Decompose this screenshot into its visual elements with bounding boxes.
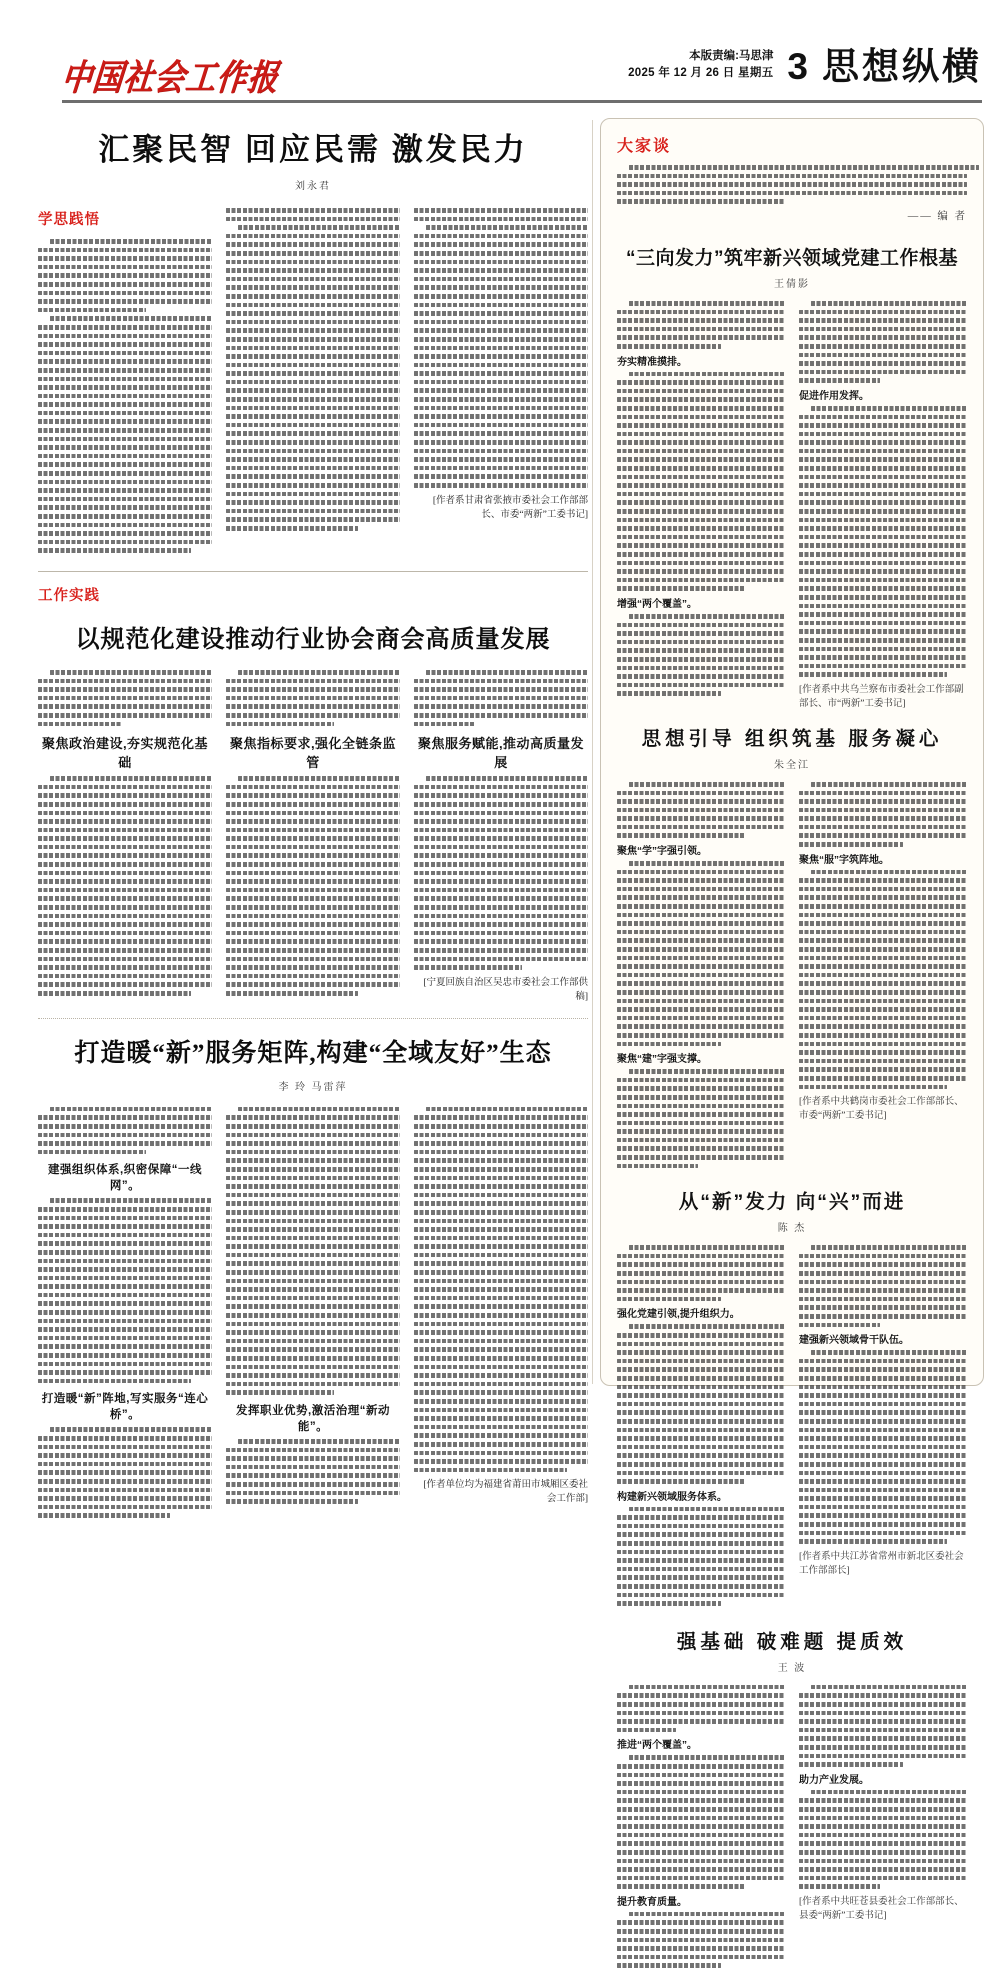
right-article-4-subhead-3: 助力产业发展。 [799, 1774, 869, 1786]
right-article-1-headline: “三向发力”筑牢新兴领域党建工作根基 [625, 247, 958, 269]
dajiatan-kicker: 大家谈 [617, 138, 672, 155]
article1-kicker: 学思践悟 [38, 212, 100, 228]
left-column [38, 118, 588, 1522]
article1-source: [作者系甘肃省张掖市委社会工作部部长、市委“两新”工委书记] [432, 495, 588, 520]
article2-headline: 以规范化建设推动行业协会商会高质量发展 [75, 626, 551, 653]
right-article-1 [617, 243, 967, 709]
editor-label: 本版责编:马思津 [689, 50, 774, 62]
article2-col2-body [226, 670, 400, 996]
date-line: 2025 年 12 月 26 日 星期五 [628, 66, 774, 79]
right-article-2-source: [作者系中共鹤岗市委社会工作部部长、市委“两新”工委书记] [799, 1097, 964, 1122]
article2-subhead-2: 聚焦指标要求,强化全链条监管 [229, 736, 397, 771]
article2-source: [宁夏回族自治区吴忠市委社会工作部供稿] [423, 977, 588, 1002]
right-article-1-col2 [799, 301, 967, 709]
right-article-4-subhead-1: 推进“两个覆盖”。 [617, 1740, 697, 1752]
article2-subhead-3: 聚焦服务赋能,推动高质量发展 [417, 736, 585, 771]
article3-byline: 李 玲 马雷萍 [278, 1081, 348, 1093]
right-articles [601, 243, 983, 1972]
right-article-4 [617, 1626, 967, 1972]
article1-col2-body [226, 208, 400, 531]
article3-headline: 打造暖“新”服务矩阵,构建“全域友好”生态 [74, 1039, 552, 1067]
article-guifanhua [38, 584, 588, 1019]
right-article-1-byline: 王倩影 [774, 278, 810, 290]
article-huijuminzhi [38, 124, 588, 572]
article-nuanxin [38, 1033, 588, 1522]
article3-source: [作者单位均为福建省莆田市城厢区委社会工作部] [423, 1480, 588, 1505]
masthead-right [628, 48, 982, 87]
editor-signature: —— 编 者 [907, 210, 967, 222]
right-article-3 [617, 1186, 967, 1610]
right-article-1-subhead-3: 增强“两个覆盖”。 [617, 598, 697, 610]
right-article-2-subhead-1: 聚焦“学”字强引领。 [617, 846, 707, 858]
right-article-4-col1 [617, 1685, 785, 1972]
right-article-2-col1 [617, 782, 785, 1172]
column-separator [592, 120, 593, 1384]
right-article-2-headline: 思想引导 组织筑基 服务凝心 [641, 727, 943, 750]
right-article-3-byline: 陈 杰 [777, 1223, 807, 1235]
right-article-4-col2 [799, 1685, 967, 1972]
masthead [0, 0, 1000, 108]
right-article-3-subhead-3: 建强新兴领域骨干队伍。 [799, 1335, 909, 1347]
right-article-2-col2 [799, 782, 967, 1172]
dajiatan-intro-lines [617, 165, 967, 204]
page-number: 3 [787, 46, 808, 88]
article3-col2-body [226, 1107, 400, 1504]
right-article-4-source: [作者系中共旺苍县委社会工作部部长、县委“两新”工委书记] [799, 1896, 964, 1921]
right-article-3-col1 [617, 1245, 785, 1610]
article2-subhead-1: 聚焦政治建设,夯实规范化基础 [41, 736, 209, 771]
article3-col1-body [38, 1107, 212, 1518]
right-article-2-subhead-3: 聚焦“服”字筑阵地。 [799, 854, 889, 866]
right-article-4-headline: 强基础 破难题 提质效 [676, 1630, 908, 1653]
right-article-1-subhead-2: 促进作用发挥。 [799, 390, 869, 402]
article1-byline: 刘永君 [295, 181, 331, 192]
right-article-3-source: [作者系中共江苏省常州市新北区委社会工作部部长] [799, 1551, 964, 1576]
right-article-2-subhead-2: 聚焦“建”字强支撑。 [617, 1054, 707, 1066]
right-article-1-source: [作者系中共乌兰察布市委社会工作部副部长、市“两新”工委书记] [799, 684, 964, 709]
dajiatan-intro-block [601, 119, 983, 233]
article3-subhead-1: 建强组织体系,织密保障“一线网”。 [48, 1164, 202, 1193]
right-article-1-subhead-1: 夯实精准摸排。 [617, 356, 687, 368]
article1-headline: 汇聚民智 回应民需 激发民力 [98, 132, 528, 167]
article1-col1-body [38, 239, 212, 553]
newspaper-logo: 中国社会工作报 [59, 58, 281, 98]
right-article-4-subhead-2: 提升教育质量。 [617, 1896, 687, 1908]
article1-divider [38, 571, 588, 572]
article3-subhead-3: 发挥职业优势,激活治理“新动能”。 [236, 1404, 390, 1433]
right-article-3-headline: 从“新”发力 向“兴”而进 [678, 1191, 906, 1214]
masthead-meta [628, 48, 773, 87]
article3-col3-body [414, 1107, 588, 1505]
article1-col3-body [414, 208, 588, 520]
article2-col3-body [414, 670, 588, 1002]
right-article-1-col1 [617, 301, 785, 709]
right-article-2-byline: 朱全江 [774, 759, 810, 771]
article2-divider [38, 1018, 588, 1019]
article2-col1-body [38, 670, 212, 996]
right-article-4-byline: 王 波 [777, 1662, 807, 1674]
article3-subhead-2: 打造暖“新”阵地,写实服务“连心桥”。 [41, 1393, 209, 1422]
masthead-rule [62, 100, 982, 103]
right-article-3-subhead-1: 强化党建引领,提升组织力。 [617, 1309, 740, 1321]
right-article-3-subhead-2: 构建新兴领域服务体系。 [617, 1491, 727, 1503]
right-article-3-col2 [799, 1245, 967, 1610]
section-title: 思想纵横 [822, 46, 982, 88]
article2-kicker: 工作实践 [38, 587, 100, 604]
right-article-2 [617, 723, 967, 1172]
right-column-panel [600, 118, 984, 1921]
